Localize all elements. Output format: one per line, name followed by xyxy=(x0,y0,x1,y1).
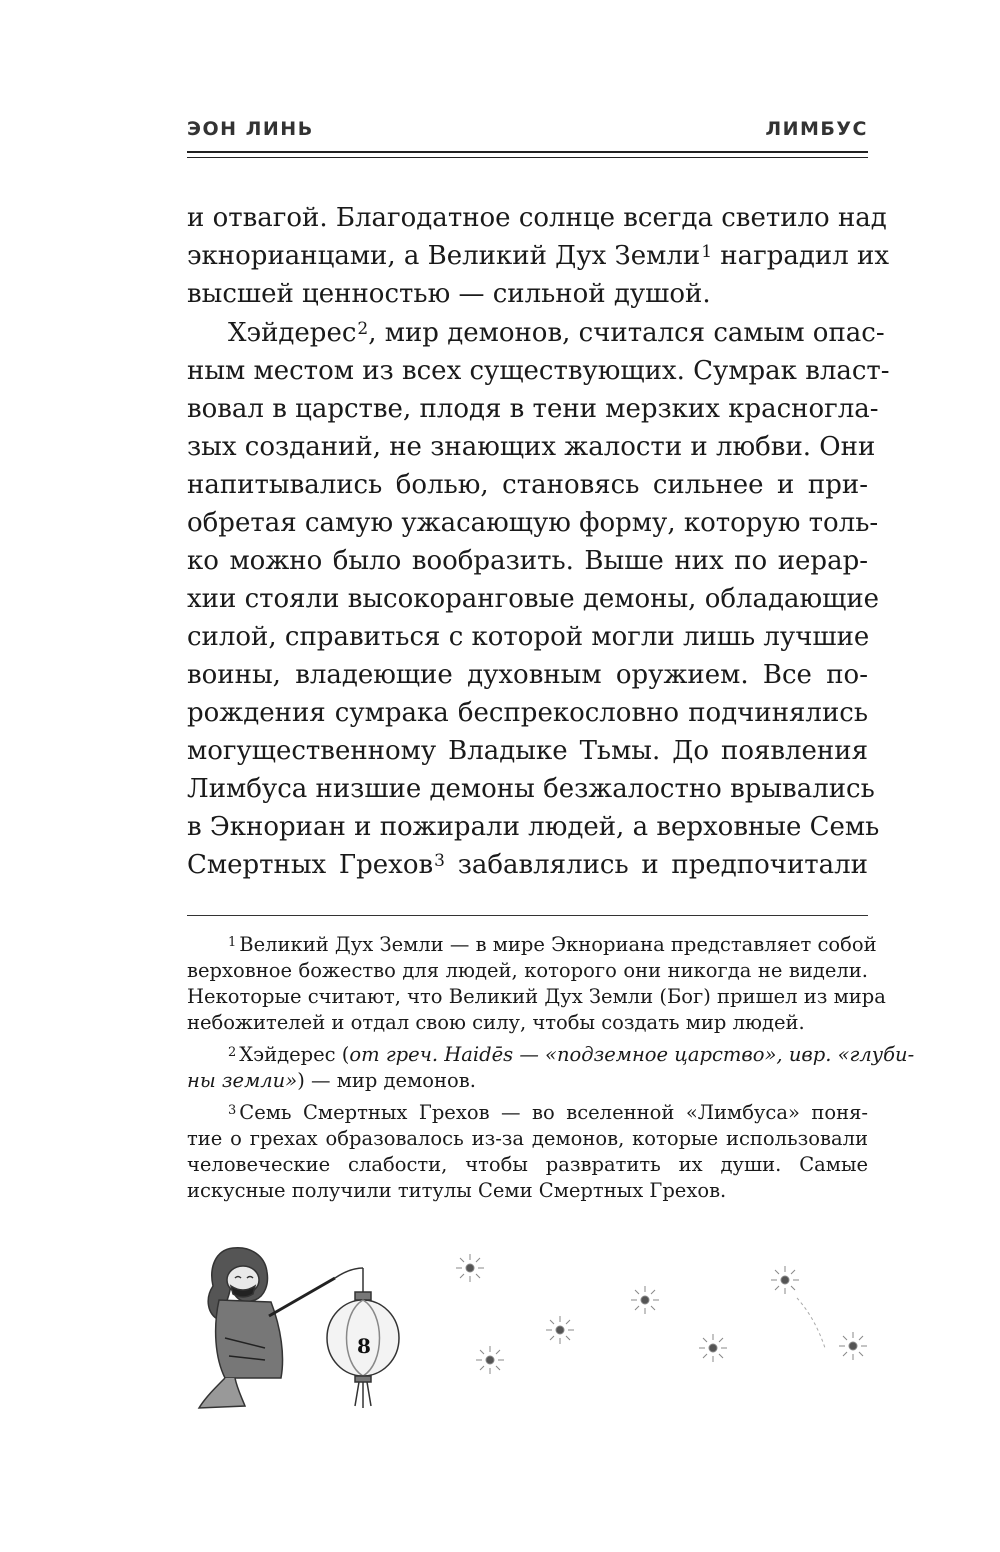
body-line: Лимбуса низшие демоны безжалостно врывались xyxy=(187,774,875,804)
body-line xyxy=(228,318,885,348)
footnote-3-line: искусные получили титулы Семи Смертных Грехов. xyxy=(187,1179,727,1202)
body-line: высшей ценностью — сильной душой. xyxy=(187,279,711,309)
footnote-1-line: небожителей и отдал свою силу, чтобы создать мир людей. xyxy=(187,1011,805,1034)
footnote-text: Великий Дух Земли — в мире Экнориана представляет собой xyxy=(239,933,877,956)
footnote-2-line xyxy=(187,1069,868,1092)
footnote-1-line: Некоторые считают, что Великий Дух Земли (Бог) пришел из мира xyxy=(187,985,886,1008)
body-fragment: экнорианцами, а Великий Дух Земли xyxy=(187,241,701,271)
footnote-etymology: от греч. Haidēs — «подземное царство», ивр. «глуби- xyxy=(349,1043,915,1066)
footnote-ref-2: 2 xyxy=(357,319,369,339)
footnote-term: Хэйдерес xyxy=(239,1043,336,1066)
body-fragment: Хэйдерес xyxy=(228,318,357,348)
footnote-marker: 3 xyxy=(228,1103,237,1118)
body-line: силой, справиться с которой могли лишь лучшие xyxy=(187,622,870,652)
footnote-3-line: человеческие слабости, чтобы развратить их души. Самые xyxy=(187,1153,868,1176)
firefly-sparkles xyxy=(456,1254,867,1374)
body-line: зых созданий, не знающих жалости и любви. Они xyxy=(187,432,876,462)
footnote-ref-1: 1 xyxy=(701,242,713,262)
footnote-3-line xyxy=(228,1101,868,1124)
footnote-1-line: верховное божество для людей, которого они никогда не видели. xyxy=(187,959,868,982)
footnote-1-line xyxy=(228,933,877,956)
header-book-title: ЛИМБУС xyxy=(765,118,868,140)
body-line: хии стояли высокоранговые демоны, обладающие xyxy=(187,584,880,614)
body-line xyxy=(187,241,890,271)
body-line: ко можно было вообразить. Выше них по иерар- xyxy=(187,546,868,576)
page-number: 8 xyxy=(357,1334,371,1358)
body-fragment: Смертных Грехов xyxy=(187,850,434,880)
body-line: воины, владеющие духовным оружием. Все по- xyxy=(187,660,868,690)
footnote-text: Семь Смертных Грехов — во вселенной «Лимбуса» поня- xyxy=(239,1101,868,1124)
body-line: и отвагой. Благодатное солнце всегда светило над xyxy=(187,203,887,233)
header-author: ЭОН ЛИНЬ xyxy=(187,118,314,140)
body-line: обретая самую ужасающую форму, которую толь- xyxy=(187,508,879,538)
footnote-etymology: ны земли» xyxy=(187,1069,298,1092)
footnote-text: ) — мир демонов. xyxy=(297,1069,476,1092)
body-line xyxy=(187,850,868,880)
body-line: могущественному Владыке Тьмы. До появления xyxy=(187,736,868,766)
footnote-marker: 2 xyxy=(228,1045,237,1060)
footnote-rule xyxy=(187,915,868,916)
header-rule-thin xyxy=(187,157,868,158)
body-fragment: наградил их xyxy=(720,241,890,271)
footnote-marker: 1 xyxy=(228,935,237,950)
body-line: ным местом из всех существующих. Сумрак власт- xyxy=(187,356,890,386)
footnote-ref-3: 3 xyxy=(434,851,445,871)
body-line: в Экнориан и пожирали людей, а верховные Семь xyxy=(187,812,880,842)
footnote-paren: ( xyxy=(341,1043,350,1066)
body-fragment: , мир демонов, считался самым опас- xyxy=(368,318,885,348)
header-rule xyxy=(187,151,868,153)
footnote-2-line xyxy=(228,1043,915,1066)
body-line: рождения сумрака беспрекословно подчинялись xyxy=(187,698,868,728)
body-fragment: забавлялись и предпочитали xyxy=(457,850,868,880)
lantern-illustration xyxy=(185,1238,885,1418)
body-line: напитывались болью, становясь сильнее и при- xyxy=(187,470,868,500)
body-line: вовал в царстве, плодя в тени мерзких красногла- xyxy=(187,394,879,424)
footnote-3-line: тие о грехах образовалось из-за демонов, которые использовали xyxy=(187,1127,868,1150)
chibi-figure xyxy=(199,1248,335,1408)
running-header xyxy=(187,118,868,150)
